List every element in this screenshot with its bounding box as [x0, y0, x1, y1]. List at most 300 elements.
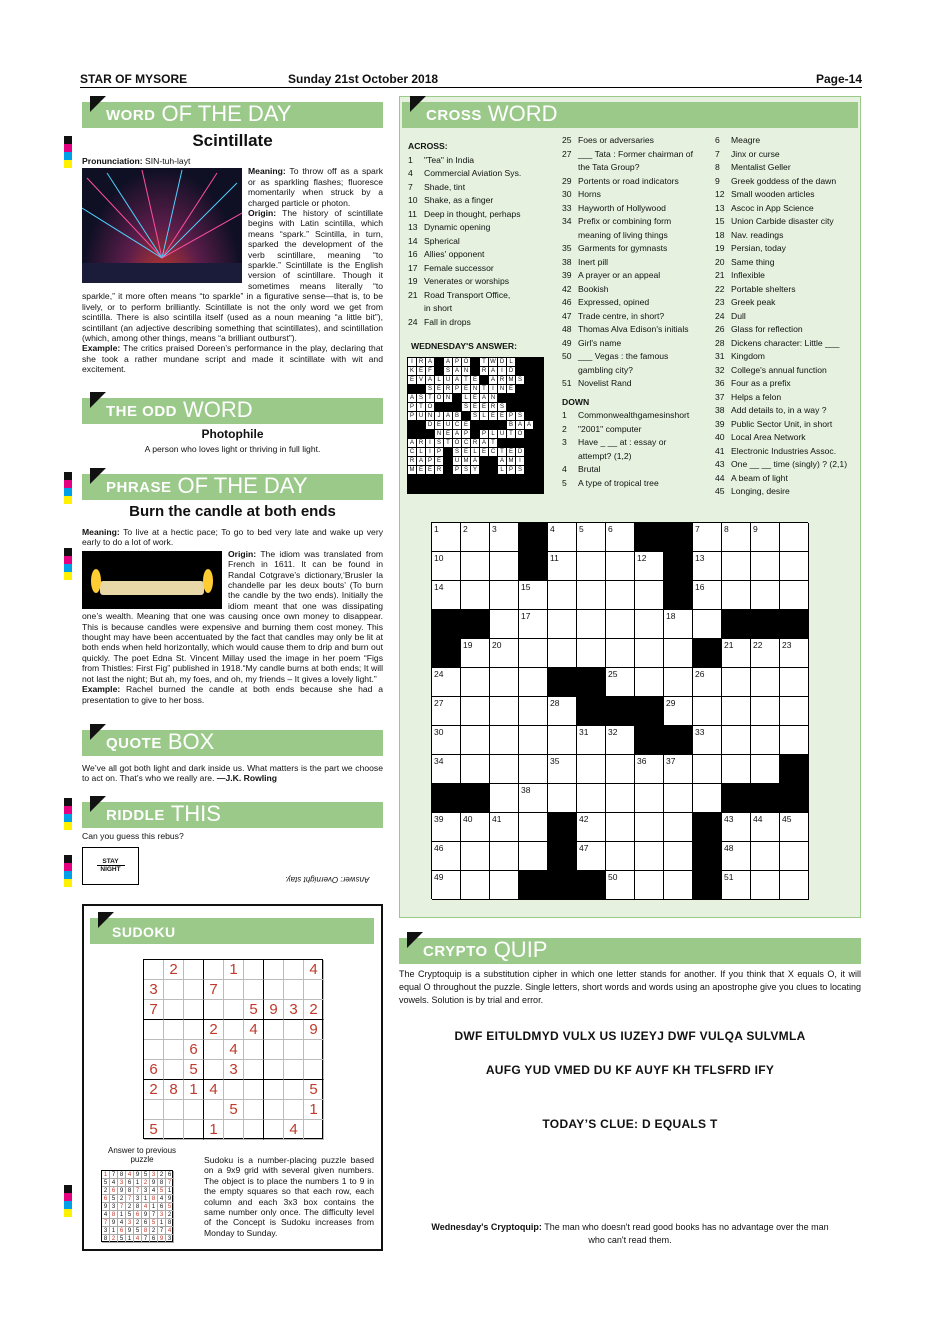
- sudoku-cell[interactable]: 2: [164, 960, 184, 980]
- sudoku-cell[interactable]: 8: [164, 1080, 184, 1100]
- answer-cell: [435, 367, 444, 376]
- sudoku-cell[interactable]: 5: [244, 1000, 264, 1020]
- sudoku-cell[interactable]: 1: [184, 1080, 204, 1100]
- crossword-cell[interactable]: [635, 813, 664, 842]
- sudoku-cell[interactable]: [264, 1080, 284, 1100]
- answer-digit: 4: [134, 1235, 142, 1243]
- answer-cell: [516, 385, 525, 394]
- crossword-cell[interactable]: 25: [606, 668, 635, 697]
- crossword-cell[interactable]: 10: [432, 552, 461, 581]
- answer-cell: [525, 358, 534, 367]
- crossword-cell[interactable]: 37: [664, 755, 693, 784]
- crossword-cell[interactable]: 11: [548, 552, 577, 581]
- crossword-cell[interactable]: 44: [751, 813, 780, 842]
- sudoku-cell[interactable]: [264, 1060, 284, 1080]
- crossword-cell[interactable]: [751, 871, 780, 900]
- answer-cell: I: [489, 385, 498, 394]
- sudoku-cell[interactable]: [224, 1120, 244, 1140]
- sudoku-cell[interactable]: [304, 1120, 324, 1140]
- clue: 44 A beam of light: [715, 472, 788, 483]
- sudoku-cell[interactable]: [244, 1080, 264, 1100]
- crossword-cell[interactable]: 38: [519, 784, 548, 813]
- crossword-cell[interactable]: 31: [577, 726, 606, 755]
- crossword-cell[interactable]: 29: [664, 697, 693, 726]
- crossword-cell[interactable]: [693, 755, 722, 784]
- crossword-cell[interactable]: [577, 639, 606, 668]
- crossword-cell[interactable]: [693, 610, 722, 639]
- sudoku-cell[interactable]: [264, 960, 284, 980]
- crossword-cell[interactable]: [490, 697, 519, 726]
- crossword-cell[interactable]: [722, 552, 751, 581]
- crossword-cell[interactable]: [780, 581, 809, 610]
- crossword-cell[interactable]: [780, 842, 809, 871]
- crossword-cell[interactable]: [635, 639, 664, 668]
- clue: 32 College's annual function: [715, 364, 827, 375]
- crossword-cell[interactable]: [606, 639, 635, 668]
- crossword-cell[interactable]: [461, 552, 490, 581]
- answer-cell: C: [489, 448, 498, 457]
- crossword-cell[interactable]: 41: [490, 813, 519, 842]
- crossword-cell[interactable]: [548, 581, 577, 610]
- sudoku-cell[interactable]: [284, 1100, 304, 1120]
- crossword-cell[interactable]: 16: [693, 581, 722, 610]
- crossword-cell[interactable]: 28: [548, 697, 577, 726]
- crossword-cell[interactable]: [461, 668, 490, 697]
- crossword-cell[interactable]: 3: [490, 523, 519, 552]
- sudoku-cell[interactable]: [264, 980, 284, 1000]
- sudoku-cell[interactable]: [184, 1020, 204, 1040]
- clue: 21 Road Transport Office,: [408, 289, 511, 300]
- answer-cell: [471, 430, 480, 439]
- sudoku-cell[interactable]: [244, 1100, 264, 1120]
- answer-cell: P: [507, 466, 516, 475]
- answer-digit: 8: [126, 1187, 134, 1195]
- crossword-cell[interactable]: [722, 581, 751, 610]
- sudoku-cell[interactable]: [224, 1000, 244, 1020]
- answer-cell: E: [435, 421, 444, 430]
- crossword-cell[interactable]: [548, 784, 577, 813]
- sudoku-cell[interactable]: 2: [304, 1000, 324, 1020]
- answer-cell: N: [444, 394, 453, 403]
- crossword-cell[interactable]: [490, 871, 519, 900]
- sudoku-cell[interactable]: [204, 960, 224, 980]
- sudoku-cell[interactable]: [224, 1080, 244, 1100]
- answer-cell: N: [498, 385, 507, 394]
- answer-cell: [516, 358, 525, 367]
- crossword-cell[interactable]: [635, 784, 664, 813]
- answer-cell: P: [462, 430, 471, 439]
- answer-cell: N: [435, 430, 444, 439]
- answer-cell: [534, 457, 543, 466]
- answer-cell: M: [462, 457, 471, 466]
- crossword-cell[interactable]: [577, 784, 606, 813]
- sudoku-cell[interactable]: [144, 1100, 164, 1120]
- clue: 35 Garments for gymnasts: [562, 243, 668, 253]
- crossword-cell[interactable]: [577, 755, 606, 784]
- sudoku-cell[interactable]: [284, 960, 304, 980]
- crossword-cell[interactable]: [722, 726, 751, 755]
- crossword-cell[interactable]: [635, 668, 664, 697]
- answer-cell: [444, 466, 453, 475]
- registration-marks: [64, 855, 72, 887]
- crossword-cell[interactable]: [780, 697, 809, 726]
- sudoku-cell[interactable]: [244, 1040, 264, 1060]
- answer-cell: A: [525, 421, 534, 430]
- crossword-cell[interactable]: 23: [780, 639, 809, 668]
- crossword-cell[interactable]: [606, 755, 635, 784]
- answer-cell: [462, 412, 471, 421]
- crossword-cell[interactable]: [606, 842, 635, 871]
- sudoku-cell[interactable]: 5: [304, 1080, 324, 1100]
- sudoku-cell[interactable]: 5: [224, 1100, 244, 1120]
- crossword-cell[interactable]: [722, 668, 751, 697]
- sudoku-cell[interactable]: [144, 1020, 164, 1040]
- quote-author: —J.K. Rowling: [216, 773, 278, 784]
- sudoku-cell[interactable]: [144, 1040, 164, 1060]
- sudoku-cell[interactable]: [244, 980, 264, 1000]
- clue: 24 Fall in drops: [408, 316, 471, 327]
- answer-cell: A: [426, 376, 435, 385]
- sudoku-cell[interactable]: [264, 1120, 284, 1140]
- answer-digit: 2: [158, 1171, 166, 1179]
- answer-cell: U: [498, 430, 507, 439]
- sudoku-cell[interactable]: 4: [204, 1080, 224, 1100]
- answer-digit: 2: [126, 1203, 134, 1211]
- crossword-cell[interactable]: [519, 639, 548, 668]
- clue: 34 Prefix or combining form: [562, 216, 672, 226]
- crossword-cell[interactable]: 33: [693, 726, 722, 755]
- crossword-cell[interactable]: [577, 552, 606, 581]
- sudoku-grid[interactable]: [143, 959, 323, 1139]
- sudoku-cell[interactable]: 6: [184, 1040, 204, 1060]
- crossword-cell[interactable]: 36: [635, 755, 664, 784]
- clue: 41 Electronic Industries Assoc.: [715, 445, 837, 456]
- sudoku-cell[interactable]: 6: [144, 1060, 164, 1080]
- answer-digit: 3: [142, 1187, 150, 1195]
- answer-cell: S: [516, 376, 525, 385]
- crossword-cell[interactable]: [606, 784, 635, 813]
- sudoku-cell[interactable]: [284, 1080, 304, 1100]
- crossword-cell[interactable]: [693, 784, 722, 813]
- crossword-cell[interactable]: [693, 697, 722, 726]
- sudoku-cell[interactable]: [164, 1020, 184, 1040]
- sudoku-cell[interactable]: 9: [264, 1000, 284, 1020]
- crossword-cell[interactable]: [664, 668, 693, 697]
- crossword-cell[interactable]: [780, 523, 809, 552]
- black-square: [635, 523, 664, 552]
- crossword-cell[interactable]: 20: [490, 639, 519, 668]
- sudoku-cell[interactable]: [224, 1020, 244, 1040]
- sudoku-cell[interactable]: [264, 1040, 284, 1060]
- crossword-cell[interactable]: [606, 552, 635, 581]
- answer-cell: D: [426, 421, 435, 430]
- sudoku-cell[interactable]: [184, 1120, 204, 1140]
- crossword-cell[interactable]: 2: [461, 523, 490, 552]
- sudoku-cell[interactable]: [244, 960, 264, 980]
- answer-digit: 7: [166, 1179, 174, 1187]
- crossword-cell[interactable]: [548, 726, 577, 755]
- sudoku-cell[interactable]: 7: [204, 980, 224, 1000]
- clue: in short: [424, 303, 453, 313]
- crossword-cell[interactable]: [461, 871, 490, 900]
- crossword-cell[interactable]: [490, 726, 519, 755]
- crossword-cell[interactable]: [606, 813, 635, 842]
- crossword-cell[interactable]: [519, 697, 548, 726]
- crossword-cell[interactable]: [519, 813, 548, 842]
- sudoku-cell[interactable]: 3: [144, 980, 164, 1000]
- sudoku-cell[interactable]: [204, 1060, 224, 1080]
- black-square: [461, 784, 490, 813]
- crossword-cell[interactable]: [490, 842, 519, 871]
- answer-cell: [453, 394, 462, 403]
- crossword-cell[interactable]: 8: [722, 523, 751, 552]
- crossword-cell[interactable]: 18: [664, 610, 693, 639]
- crossword-cell[interactable]: [490, 755, 519, 784]
- crossword-cell[interactable]: [751, 726, 780, 755]
- answer-digit: 8: [118, 1171, 126, 1179]
- sudoku-cell[interactable]: [304, 1040, 324, 1060]
- crossword-grid[interactable]: [431, 522, 808, 899]
- crossword-cell[interactable]: 45: [780, 813, 809, 842]
- crossword-cell[interactable]: 30: [432, 726, 461, 755]
- sudoku-cell[interactable]: 5: [144, 1120, 164, 1140]
- crossword-cell[interactable]: [490, 581, 519, 610]
- answer-cell: A: [444, 412, 453, 421]
- clue: the Tata Group?: [578, 162, 640, 172]
- answer-cell: C: [453, 421, 462, 430]
- sudoku-cell[interactable]: [284, 1040, 304, 1060]
- sudoku-cell[interactable]: [204, 1040, 224, 1060]
- crossword-cell[interactable]: [519, 726, 548, 755]
- crossword-cell[interactable]: 1: [432, 523, 461, 552]
- crossword-cell[interactable]: [751, 668, 780, 697]
- crossword-cell[interactable]: 26: [693, 668, 722, 697]
- sudoku-cell[interactable]: 1: [304, 1100, 324, 1120]
- crossword-cell[interactable]: 19: [461, 639, 490, 668]
- crossword-cell[interactable]: [780, 726, 809, 755]
- crossword-cell[interactable]: 17: [519, 610, 548, 639]
- sudoku-cell[interactable]: [204, 1100, 224, 1120]
- crossword-cell[interactable]: [461, 755, 490, 784]
- sudoku-cell[interactable]: [164, 1120, 184, 1140]
- sudoku-description: Sudoku is a number-placing puzzle based on a 9x9 grid with several given numbers. The object is to place the numbers 1 to 9 in the empty squares so that each row, each column and each 3x3 box contains the same number only once. The difficulty level of the Concept is Sudoku increases from Monday to Sunday.: [204, 1155, 374, 1238]
- crossword-cell[interactable]: [664, 842, 693, 871]
- sudoku-cell[interactable]: 1: [224, 960, 244, 980]
- black-square: [780, 610, 809, 639]
- crossword-cell[interactable]: [664, 871, 693, 900]
- crossword-cell[interactable]: 32: [606, 726, 635, 755]
- crossword-cell[interactable]: 50: [606, 871, 635, 900]
- cryptoquip-clue: TODAY’S CLUE: D EQUALS T: [542, 1117, 718, 1131]
- crossword-cell[interactable]: 13: [693, 552, 722, 581]
- sudoku-cell[interactable]: [184, 1100, 204, 1120]
- sudoku-cell[interactable]: [264, 1100, 284, 1120]
- crossword-cell[interactable]: 27: [432, 697, 461, 726]
- answer-cell: I: [408, 358, 417, 367]
- crossword-cell[interactable]: 5: [577, 523, 606, 552]
- crossword-cell[interactable]: [635, 842, 664, 871]
- answer-cell: L: [489, 430, 498, 439]
- crossword-cell[interactable]: [664, 813, 693, 842]
- crossword-cell[interactable]: [751, 842, 780, 871]
- black-square: [432, 639, 461, 668]
- crossword-cell[interactable]: [722, 755, 751, 784]
- crossword-cell[interactable]: 47: [577, 842, 606, 871]
- answer-cell: [534, 430, 543, 439]
- cryptoquip-line-1: DWF EITULDMYD VULX US IUZEYJ DWF VULQA SULVMLA: [454, 1029, 806, 1043]
- crossword-cell[interactable]: [490, 610, 519, 639]
- crossword-cell[interactable]: 14: [432, 581, 461, 610]
- crossword-cell[interactable]: [664, 639, 693, 668]
- crossword-cell[interactable]: [548, 610, 577, 639]
- crossword-cell[interactable]: [664, 784, 693, 813]
- crossword-cell[interactable]: 35: [548, 755, 577, 784]
- crossword-cell[interactable]: [577, 581, 606, 610]
- crossword-cell[interactable]: [519, 842, 548, 871]
- across-clues: ACROSS: 1 "Tea" in India 4 Commercial Aviation Sys. 7 Shade, tint 10 Shake, as a finger 11 Deep in thought, perhaps 13 Dynamic opening 14 Spherical 16 Allies' opponent 17 Female successor 19 Venerates or worships 21 Road Transport Office, in short 24 Fall in drops: [408, 140, 521, 329]
- sudoku-cell[interactable]: 7: [144, 1000, 164, 1020]
- crossword-cell[interactable]: [635, 581, 664, 610]
- crossword-cell[interactable]: [722, 697, 751, 726]
- answer-cell: [408, 421, 417, 430]
- crossword-cell[interactable]: 22: [751, 639, 780, 668]
- crossword-cell[interactable]: 51: [722, 871, 751, 900]
- crossword-cell[interactable]: 6: [606, 523, 635, 552]
- answer-digit: 2: [166, 1211, 174, 1219]
- crossword-cell[interactable]: 43: [722, 813, 751, 842]
- crossword-cell[interactable]: 49: [432, 871, 461, 900]
- clue: 3 Have _ __ at : essay or: [562, 437, 667, 447]
- clue: 4 Commercial Aviation Sys.: [408, 168, 522, 178]
- crossword-cell[interactable]: [606, 610, 635, 639]
- crossword-cell[interactable]: [751, 755, 780, 784]
- crossword-cell[interactable]: [490, 784, 519, 813]
- sudoku-cell[interactable]: 2: [204, 1020, 224, 1040]
- crossword-cell[interactable]: [490, 552, 519, 581]
- sudoku-cell[interactable]: [304, 1060, 324, 1080]
- answer-cell: [417, 421, 426, 430]
- crossword-cell[interactable]: [780, 552, 809, 581]
- crossword-cell[interactable]: 15: [519, 581, 548, 610]
- sudoku-cell[interactable]: [164, 1100, 184, 1120]
- sudoku-cell[interactable]: [264, 1020, 284, 1040]
- answer-cell: U: [444, 421, 453, 430]
- sudoku-cell[interactable]: 3: [284, 1000, 304, 1020]
- clue: 48 Thomas Alva Edison's initials: [562, 324, 689, 334]
- crossword-cell[interactable]: [548, 639, 577, 668]
- crossword-cell[interactable]: [635, 871, 664, 900]
- sudoku-cell[interactable]: [204, 1000, 224, 1020]
- crossword-cell[interactable]: [519, 668, 548, 697]
- sudoku-cell[interactable]: [184, 980, 204, 1000]
- answer-digit: 3: [150, 1171, 158, 1179]
- sudoku-cell[interactable]: [184, 1000, 204, 1020]
- sudoku-cell[interactable]: [184, 960, 204, 980]
- crossword-cell[interactable]: 12: [635, 552, 664, 581]
- page-number: Page-14: [815, 72, 862, 86]
- crossword-cell[interactable]: 4: [548, 523, 577, 552]
- crossword-cell[interactable]: [577, 610, 606, 639]
- sudoku-cell[interactable]: 3: [224, 1060, 244, 1080]
- crossword-cell[interactable]: [751, 581, 780, 610]
- answer-digit: 3: [110, 1203, 118, 1211]
- crossword-cell[interactable]: 39: [432, 813, 461, 842]
- crossword-cell[interactable]: 24: [432, 668, 461, 697]
- sudoku-cell[interactable]: [144, 960, 164, 980]
- sudoku-cell[interactable]: [164, 980, 184, 1000]
- crossword-cell[interactable]: 42: [577, 813, 606, 842]
- answer-cell: A: [471, 457, 480, 466]
- crossword-cell[interactable]: 46: [432, 842, 461, 871]
- sudoku-cell[interactable]: 5: [184, 1060, 204, 1080]
- sudoku-cell[interactable]: [224, 980, 244, 1000]
- sudoku-cell[interactable]: [164, 1000, 184, 1020]
- sudoku-cell[interactable]: [244, 1120, 264, 1140]
- sudoku-cell[interactable]: [284, 1020, 304, 1040]
- answer-cell: E: [489, 412, 498, 421]
- crossword-cell[interactable]: 9: [751, 523, 780, 552]
- answer-cell: [525, 385, 534, 394]
- answer-cell: U: [417, 412, 426, 421]
- answer-cell: N: [489, 394, 498, 403]
- sudoku-cell[interactable]: 4: [224, 1040, 244, 1060]
- sudoku-cell[interactable]: [244, 1060, 264, 1080]
- crossword-cell[interactable]: 34: [432, 755, 461, 784]
- crossword-cell[interactable]: [780, 668, 809, 697]
- sudoku-cell[interactable]: 1: [204, 1120, 224, 1140]
- sudoku-cell[interactable]: [284, 980, 304, 1000]
- wednesday-answer-grid: [407, 357, 544, 494]
- crossword-cell[interactable]: 7: [693, 523, 722, 552]
- crossword-cell[interactable]: 48: [722, 842, 751, 871]
- sudoku-cell[interactable]: 9: [304, 1020, 324, 1040]
- crossword-cell[interactable]: [780, 871, 809, 900]
- crossword-cell[interactable]: [635, 610, 664, 639]
- crossword-cell[interactable]: [461, 842, 490, 871]
- sudoku-cell[interactable]: [164, 1060, 184, 1080]
- crossword-cell[interactable]: [751, 552, 780, 581]
- answer-digit: 4: [158, 1195, 166, 1203]
- answer-digit: 9: [150, 1179, 158, 1187]
- sudoku-cell[interactable]: [284, 1060, 304, 1080]
- sudoku-cell[interactable]: 4: [284, 1120, 304, 1140]
- clue: 1 Commonwealthgamesinshort: [562, 410, 690, 420]
- crossword-cell[interactable]: [606, 581, 635, 610]
- crossword-cell[interactable]: 21: [722, 639, 751, 668]
- sudoku-cell[interactable]: 4: [304, 960, 324, 980]
- crossword-cell[interactable]: 40: [461, 813, 490, 842]
- crossword-cell[interactable]: [461, 581, 490, 610]
- crossword-cell[interactable]: [490, 668, 519, 697]
- answer-cell: [516, 394, 525, 403]
- crossword-cell[interactable]: [519, 755, 548, 784]
- crossword-cell[interactable]: [461, 726, 490, 755]
- odd-word: Photophile: [201, 427, 264, 441]
- answer-cell: [435, 358, 444, 367]
- black-square: [664, 581, 693, 610]
- crossword-cell[interactable]: [461, 697, 490, 726]
- black-square: [780, 784, 809, 813]
- sudoku-cell[interactable]: [164, 1040, 184, 1060]
- registration-marks: [64, 472, 72, 504]
- sudoku-cell[interactable]: 2: [144, 1080, 164, 1100]
- crossword-cell[interactable]: [751, 697, 780, 726]
- sudoku-cell[interactable]: [304, 980, 324, 1000]
- sudoku-cell[interactable]: 4: [244, 1020, 264, 1040]
- answer-cell: [534, 466, 543, 475]
- clue: 38 Inert pill: [562, 256, 609, 267]
- clue: 14 Spherical: [408, 235, 460, 246]
